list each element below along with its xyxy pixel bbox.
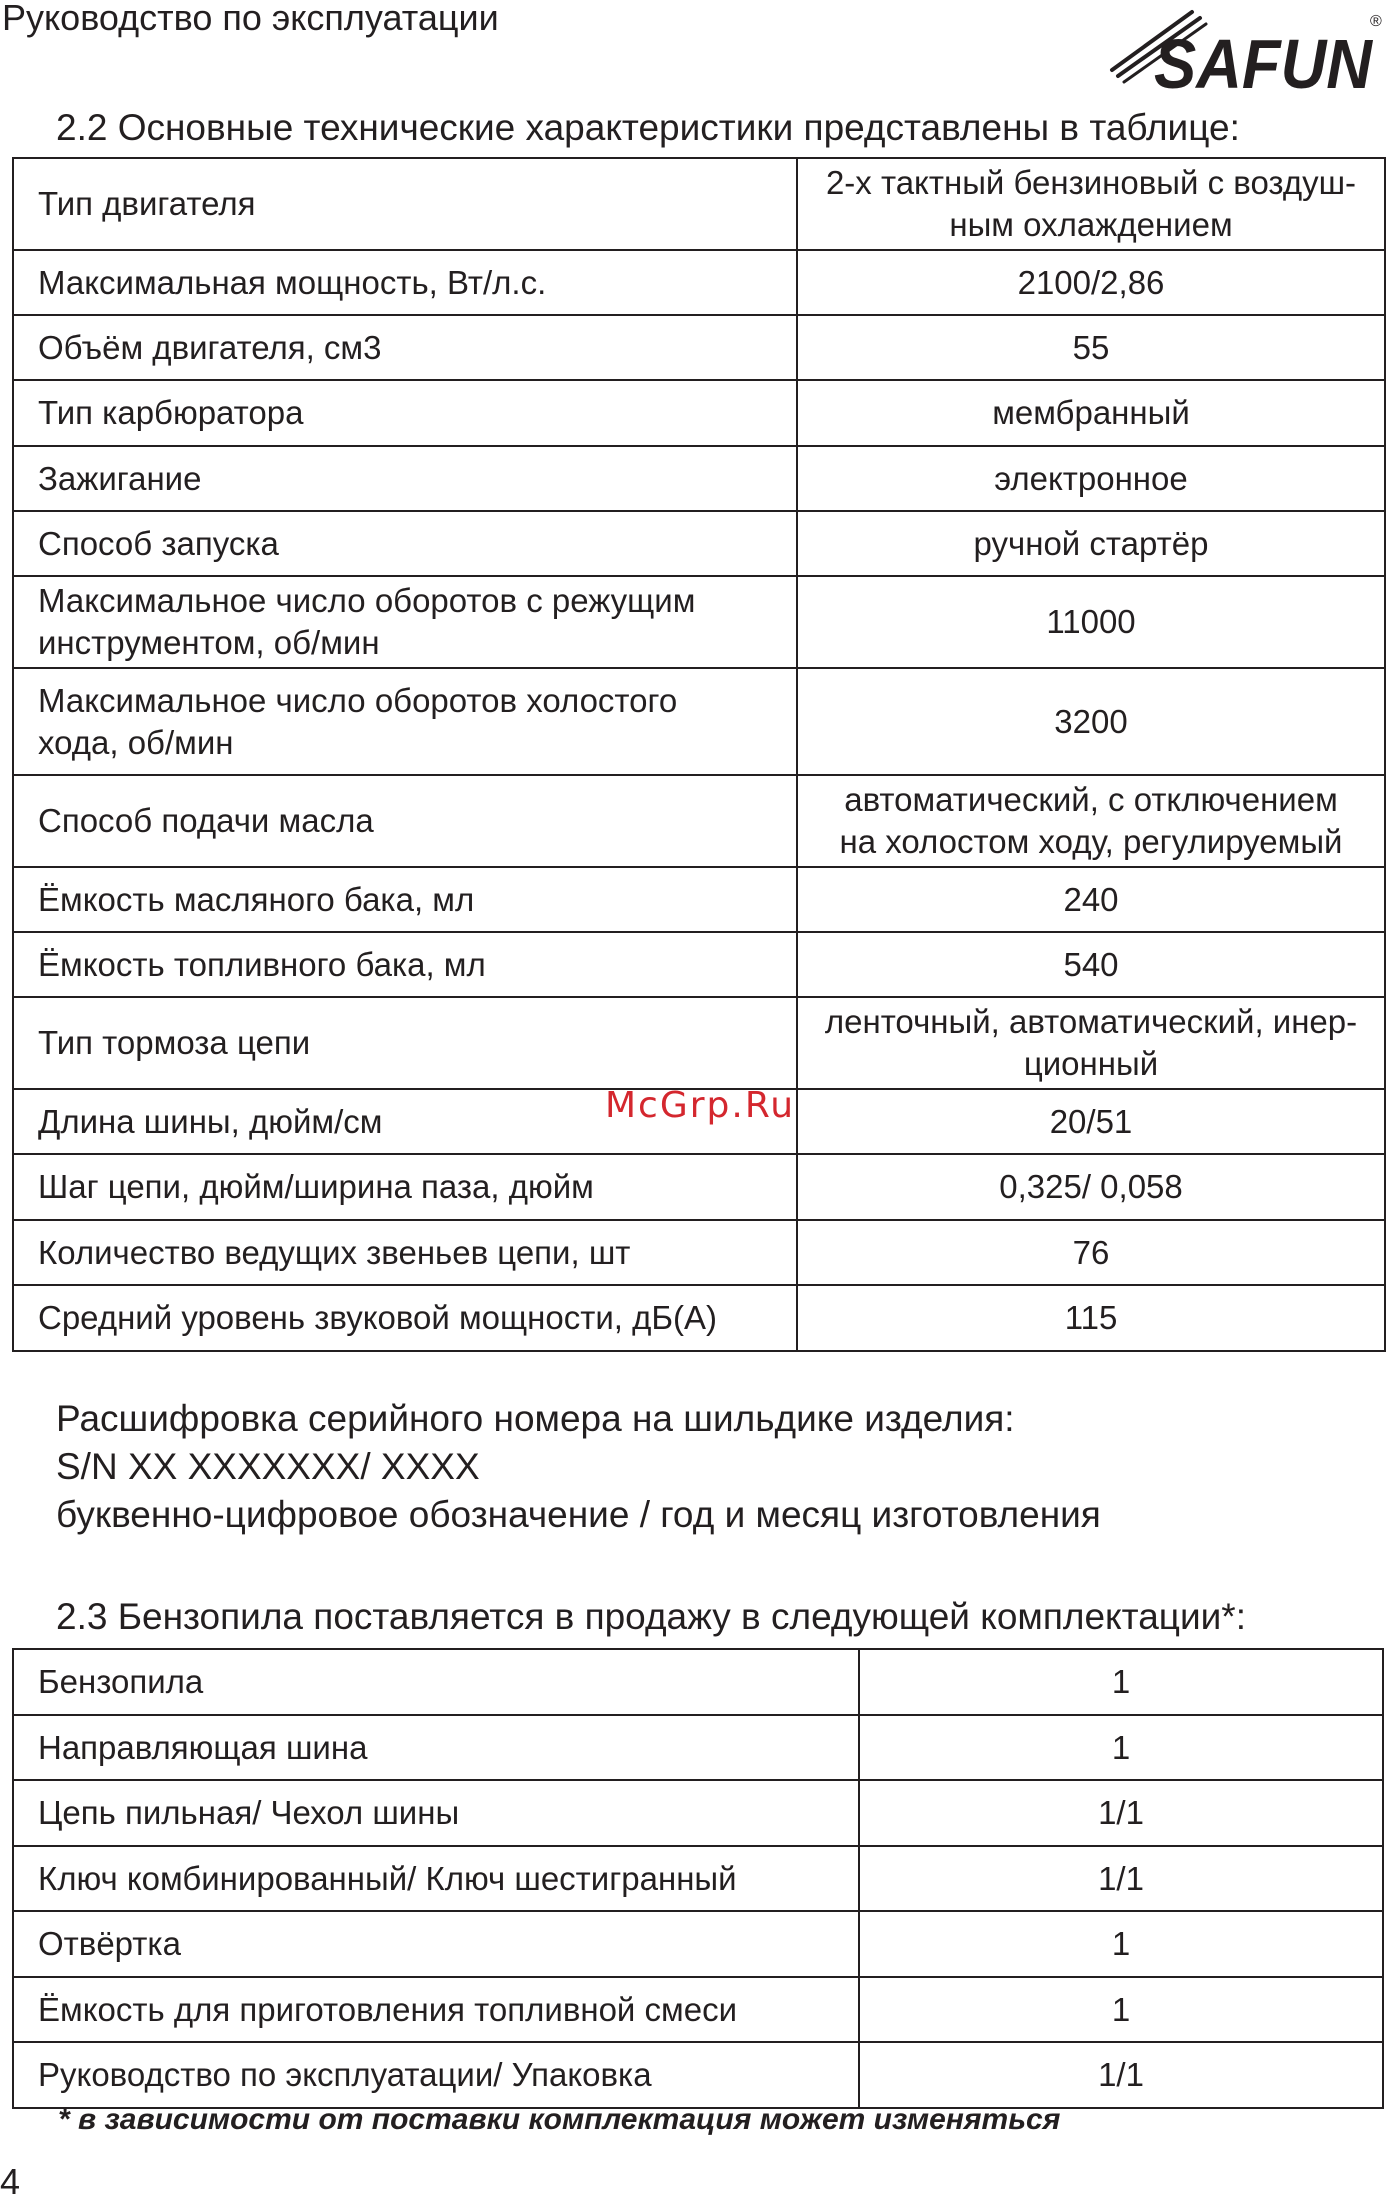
spec-value: 0,325/ 0,058 bbox=[797, 1154, 1385, 1220]
spec-label: Способ подачи масла bbox=[13, 775, 797, 867]
spec-value: 11000 bbox=[797, 576, 1385, 668]
kit-value: 1 bbox=[859, 1911, 1383, 1977]
logo-registered-mark: ® bbox=[1370, 13, 1382, 30]
spec-label: Ёмкость топливного бака, мл bbox=[13, 932, 797, 997]
kit-row bbox=[13, 1649, 1383, 1715]
kit-row bbox=[13, 1715, 1383, 1780]
spec-value: 2100/2,86 bbox=[797, 250, 1385, 315]
safun-logo bbox=[1108, 4, 1388, 96]
kit-label: Руководство по эксплуатации/ Упаковка bbox=[13, 2042, 859, 2108]
kit-value: 1 bbox=[859, 1649, 1383, 1715]
kit-row bbox=[13, 1911, 1383, 1977]
kit-table bbox=[12, 1648, 1384, 2109]
spec-label: Ёмкость масляного бака, мл bbox=[13, 867, 797, 932]
logo-text: SAFUN bbox=[1154, 25, 1374, 96]
spec-value: 20/51 bbox=[797, 1089, 1385, 1154]
spec-label: Тип карбюратора bbox=[13, 380, 797, 446]
spec-value: автоматический, с отключением на холостом ходу, регулируемый bbox=[797, 775, 1385, 867]
spec-value: 115 bbox=[797, 1285, 1385, 1351]
spec-row bbox=[13, 775, 1385, 867]
spec-row bbox=[13, 1285, 1385, 1351]
spec-label: Средний уровень звуковой мощности, дБ(А) bbox=[13, 1285, 797, 1351]
spec-value: 2-х тактный бензиновый с воздуш- ным охлаждением bbox=[797, 158, 1385, 250]
spec-label: Максимальное число оборотов с режущим инструментом, об/мин bbox=[13, 576, 797, 668]
watermark: McGrp.Ru bbox=[605, 1085, 796, 1126]
serial-description: буквенно-цифровое обозначение / год и месяц изготовления bbox=[56, 1494, 1101, 1535]
spec-value: ручной стартёр bbox=[797, 511, 1385, 576]
kit-value: 1/1 bbox=[859, 1846, 1383, 1911]
spec-label: Шаг цепи, дюйм/ширина паза, дюйм bbox=[13, 1154, 797, 1220]
spec-row bbox=[13, 380, 1385, 446]
section-2-3-title: 2.3 Бензопила поставляется в продажу в следующей комплектации*: bbox=[56, 1596, 1246, 1637]
spec-value: ленточный, автоматический, инер- ционный bbox=[797, 997, 1385, 1089]
spec-label: Способ запуска bbox=[13, 511, 797, 576]
specs-table bbox=[12, 157, 1386, 1352]
spec-label: Тип тормоза цепи bbox=[13, 997, 797, 1089]
spec-row bbox=[13, 867, 1385, 932]
kit-value: 1/1 bbox=[859, 2042, 1383, 2108]
spec-row bbox=[13, 511, 1385, 576]
spec-row bbox=[13, 668, 1385, 775]
kit-label: Отвёртка bbox=[13, 1911, 859, 1977]
spec-label: Тип двигателя bbox=[13, 158, 797, 250]
spec-label: Максимальная мощность, Вт/л.с. bbox=[13, 250, 797, 315]
spec-row bbox=[13, 1154, 1385, 1220]
spec-label: Длина шины, дюйм/см bbox=[13, 1089, 797, 1154]
serial-number-block bbox=[56, 1395, 1101, 1539]
serial-format: S/N XX XXXXXXX/ XXXX bbox=[56, 1446, 480, 1487]
kit-value: 1 bbox=[859, 1715, 1383, 1780]
spec-value: электронное bbox=[797, 446, 1385, 511]
kit-footnote: * в зависимости от поставки комплектация может изменяться bbox=[58, 2103, 1061, 2136]
spec-value: 55 bbox=[797, 315, 1385, 380]
kit-row bbox=[13, 1780, 1383, 1846]
section-2-2-title: 2.2 Основные технические характеристики представлены в таблице: bbox=[56, 107, 1240, 148]
kit-row bbox=[13, 1977, 1383, 2042]
kit-label: Цепь пильная/ Чехол шины bbox=[13, 1780, 859, 1846]
kit-row bbox=[13, 2042, 1383, 2108]
spec-label: Количество ведущих звеньев цепи, шт bbox=[13, 1220, 797, 1285]
kit-label: Ключ комбинированный/ Ключ шестигранный bbox=[13, 1846, 859, 1911]
spec-value: 3200 bbox=[797, 668, 1385, 775]
kit-value: 1 bbox=[859, 1977, 1383, 2042]
header-title: Руководство по эксплуатации bbox=[2, 0, 499, 38]
spec-row bbox=[13, 446, 1385, 511]
spec-row bbox=[13, 1220, 1385, 1285]
spec-label: Объём двигателя, см3 bbox=[13, 315, 797, 380]
spec-row bbox=[13, 932, 1385, 997]
spec-row bbox=[13, 576, 1385, 668]
spec-value: мембранный bbox=[797, 380, 1385, 446]
spec-label: Максимальное число оборотов холостого хода, об/мин bbox=[13, 668, 797, 775]
serial-heading: Расшифровка серийного номера на шильдике изделия: bbox=[56, 1398, 1015, 1439]
kit-row bbox=[13, 1846, 1383, 1911]
spec-value: 76 bbox=[797, 1220, 1385, 1285]
spec-row bbox=[13, 158, 1385, 250]
spec-row bbox=[13, 250, 1385, 315]
kit-label: Направляющая шина bbox=[13, 1715, 859, 1780]
spec-value: 540 bbox=[797, 932, 1385, 997]
spec-label: Зажигание bbox=[13, 446, 797, 511]
spec-value: 240 bbox=[797, 867, 1385, 932]
page-number: 4 bbox=[0, 2161, 21, 2202]
spec-row bbox=[13, 315, 1385, 380]
spec-row bbox=[13, 997, 1385, 1089]
kit-value: 1/1 bbox=[859, 1780, 1383, 1846]
kit-label: Ёмкость для приготовления топливной смеси bbox=[13, 1977, 859, 2042]
kit-label: Бензопила bbox=[13, 1649, 859, 1715]
